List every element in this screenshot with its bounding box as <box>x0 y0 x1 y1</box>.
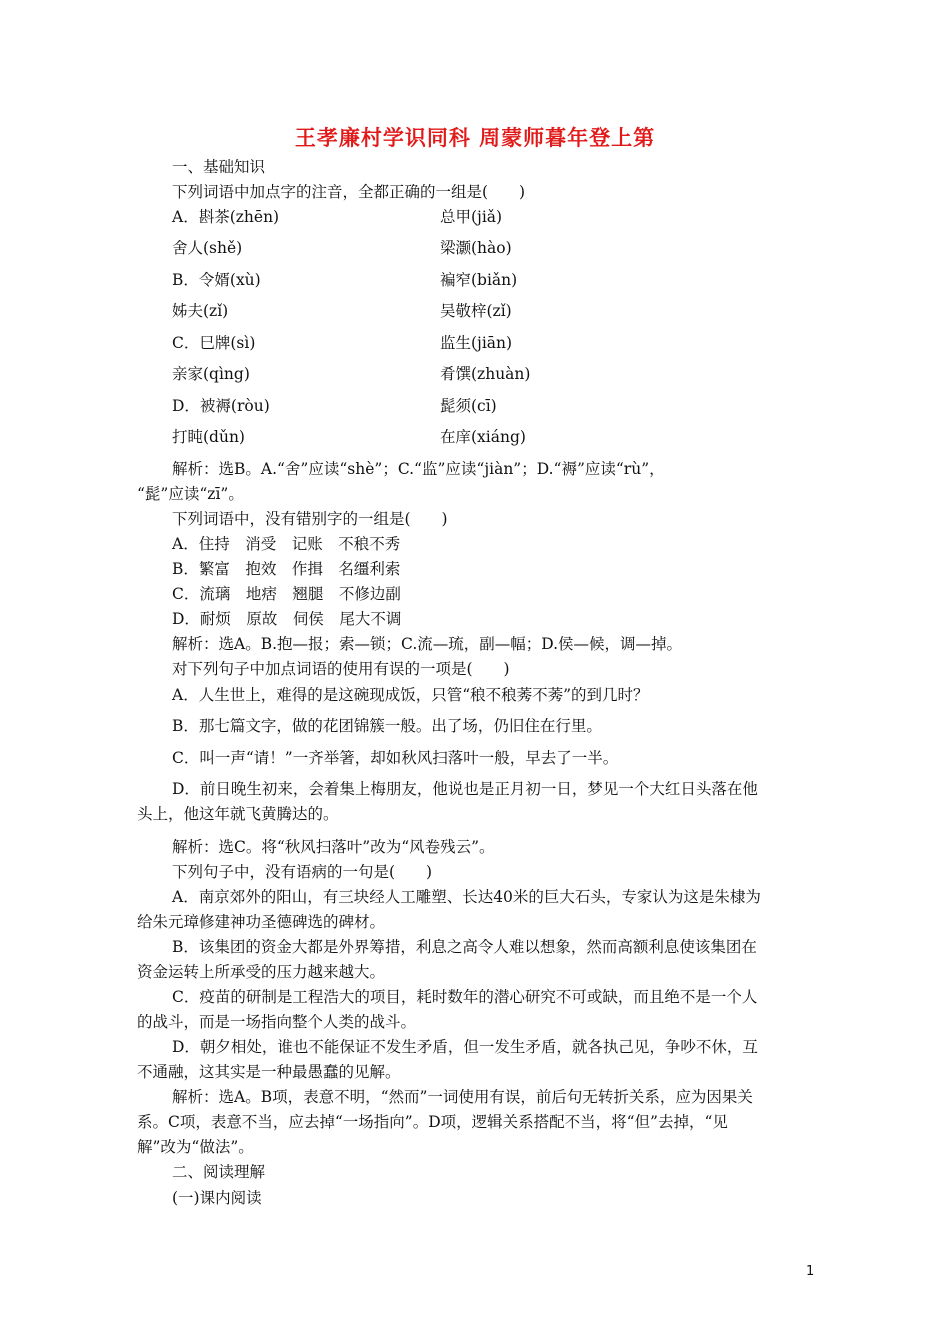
q3-option: C．叫一声“请！”一齐举箸，却如秋风扫落叶一般，早去了一半。 <box>172 749 619 767</box>
q4-option: 的战斗，而是一场指向整个人类的战斗。 <box>137 1013 417 1031</box>
subsection-heading: (一)课内阅读 <box>172 1189 262 1207</box>
page-number: 1 <box>806 1264 815 1279</box>
q2-stem: 下列词语中，没有错别字的一组是( ) <box>172 510 448 528</box>
q1-stem: 下列词语中加点字的注音，全都正确的一组是( ) <box>172 183 526 201</box>
q1-option: 打盹(dǔn) <box>172 428 245 446</box>
q1-option: 总甲(jiǎ) <box>440 208 503 226</box>
q1-option: 亲家(qìng) <box>172 365 250 383</box>
q1-option: C．巳牌(sì) <box>172 334 256 352</box>
q1-option: B．令婿(xù) <box>172 271 261 289</box>
q4-stem: 下列句子中，没有语病的一句是( ) <box>172 863 433 881</box>
q3-option: A．人生世上，难得的是这碗现成饭，只管“稂不稂莠不莠”的到几时？ <box>172 686 649 704</box>
q2-option: B．繁富 抱效 作揖 名缰利索 <box>172 560 401 578</box>
page-title: 王孝廉村学识同科 周蒙师暮年登上第 <box>294 126 656 150</box>
q3-option: B．那七篇文字，做的花团锦簇一般。出了场，仍旧住在行里。 <box>172 717 602 735</box>
q1-option: 髭须(cī) <box>440 397 497 415</box>
q4-analysis: 解析：选A。B项，表意不明，“然而”一词使用有误，前后句无转折关系，应为因果关 <box>172 1088 753 1106</box>
q3-option: D．前日晚生初来，会着集上梅朋友，他说也是正月初一日，梦见一个大红日头落在他 <box>172 780 758 798</box>
section-heading-reading: 二、阅读理解 <box>172 1163 266 1181</box>
q3-option: 头上，他这年就飞黄腾达的。 <box>137 805 339 823</box>
q1-option: A．斟茶(zhēn) <box>172 208 280 226</box>
q1-option: D．被褥(ròu) <box>172 397 270 415</box>
q1-option: 在庠(xiáng) <box>440 428 526 446</box>
q3-analysis: 解析：选C。将“秋风扫落叶”改为“风卷残云”。 <box>172 838 495 856</box>
q2-option: A．住持 消受 记账 不稂不秀 <box>172 535 401 553</box>
q4-option: 不通融，这其实是一种最愚蠢的见解。 <box>137 1063 401 1081</box>
q1-analysis: “髭”应读“zī”。 <box>137 485 244 503</box>
q1-option: 吴敬梓(zǐ) <box>440 302 512 320</box>
q1-option: 监生(jiān) <box>440 334 513 352</box>
q2-option: D．耐烦 原故 伺侯 尾大不调 <box>172 610 402 628</box>
q1-option: 姊夫(zǐ) <box>172 302 229 320</box>
q4-option: B．该集团的资金大都是外界筹措，利息之高令人难以想象，然而高额利息使该集团在 <box>172 938 757 956</box>
q1-option: 肴馔(zhuàn) <box>440 365 531 383</box>
q3-stem: 对下列句子中加点词语的使用有误的一项是( ) <box>172 660 510 678</box>
q4-option: A．南京郊外的阳山，有三块经人工雕塑、长达40米的巨大石头，专家认为这是朱棣为 <box>172 888 761 906</box>
q2-option: C．流璃 地痞 翘腿 不修边副 <box>172 585 401 603</box>
q4-analysis: 解”改为“做法”。 <box>137 1138 254 1156</box>
q1-analysis: 解析：选B。A.“舍”应读“shè”；C.“监”应读“jiàn”；D.“褥”应读“rù”， <box>172 460 665 478</box>
q1-option: 舍人(shě) <box>172 239 243 257</box>
q2-analysis: 解析：选A。B.抱—报；索—锁；C.流—琉，副—幅；D.侯—候，调—掉。 <box>172 635 683 653</box>
q4-option: 资金运转上所承受的压力越来越大。 <box>137 963 386 981</box>
q4-option: D．朝夕相处，谁也不能保证不发生矛盾，但一发生矛盾，就各执己见，争吵不休，互 <box>172 1038 758 1056</box>
q4-analysis: 系。C项，表意不当，应去掉“一场指向”。D项，逻辑关系搭配不当，将“但”去掉，“见 <box>137 1113 728 1131</box>
q4-option: C．疫苗的研制是工程浩大的项目，耗时数年的潜心研究不可或缺，而且绝不是一个人 <box>172 988 758 1006</box>
q4-option: 给朱元璋修建神功圣德碑选的碑材。 <box>137 913 386 931</box>
q1-option: 褊窄(biǎn) <box>440 271 518 289</box>
q1-option: 梁灏(hào) <box>440 239 512 257</box>
section-heading-basic: 一、基础知识 <box>172 158 266 176</box>
